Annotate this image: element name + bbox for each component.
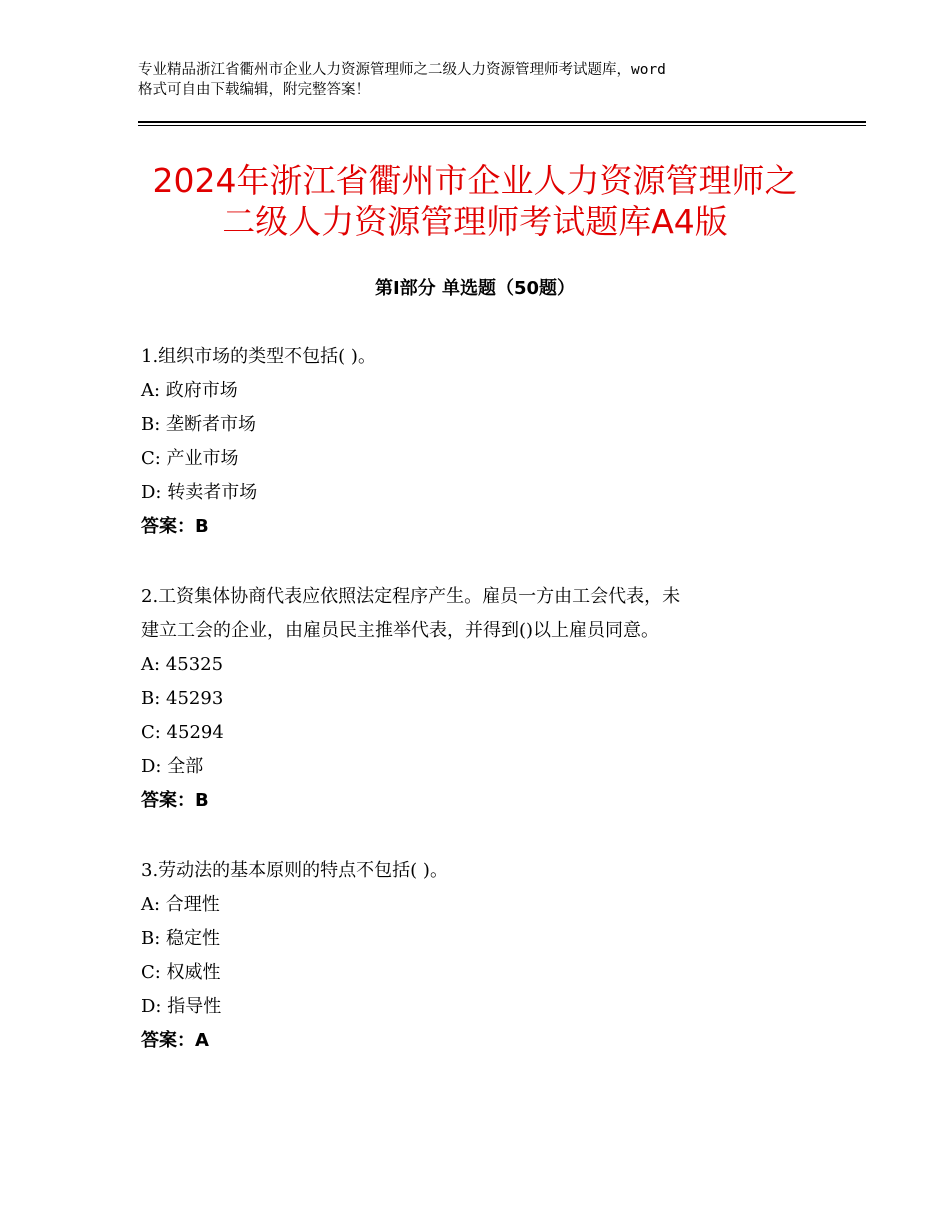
question-stem: 3.劳动法的基本原则的特点不包括( )。 bbox=[141, 860, 448, 881]
option-d: D: 指导性 bbox=[141, 996, 222, 1017]
document-title bbox=[100, 160, 850, 242]
option-b: B: 45293 bbox=[141, 688, 224, 709]
option-c: C: 45294 bbox=[141, 722, 224, 743]
header-note-line: 专业精品浙江省衢州市企业人力资源管理师之二级人力资源管理师考试题库，word bbox=[138, 62, 666, 78]
question-3 bbox=[141, 854, 821, 1058]
answer: 答案：A bbox=[141, 1030, 209, 1051]
question-2 bbox=[141, 580, 821, 818]
option-c: C: 产业市场 bbox=[141, 448, 239, 469]
document-title-line: 二级人力资源管理师考试题库A4版 bbox=[222, 202, 728, 241]
option-a: A: 合理性 bbox=[141, 894, 220, 915]
document-title-line: 2024年浙江省衢州市企业人力资源管理师之 bbox=[152, 161, 798, 200]
option-d: D: 全部 bbox=[141, 756, 204, 777]
header-divider-thick bbox=[138, 121, 866, 123]
option-d: D: 转卖者市场 bbox=[141, 482, 258, 503]
question-1 bbox=[141, 340, 821, 544]
question-stem: 建立工会的企业，由雇员民主推举代表，并得到()以上雇员同意。 bbox=[141, 620, 660, 641]
option-a: A: 45325 bbox=[141, 654, 224, 675]
question-stem: 1.组织市场的类型不包括( )。 bbox=[141, 346, 376, 367]
option-b: B: 垄断者市场 bbox=[141, 414, 257, 435]
option-b: B: 稳定性 bbox=[141, 928, 221, 949]
option-a: A: 政府市场 bbox=[141, 380, 238, 401]
answer: 答案：B bbox=[141, 516, 209, 537]
section-heading: 第Ⅰ部分 单选题（50题） bbox=[374, 278, 575, 299]
header-note-line: 格式可自由下载编辑，附完整答案！ bbox=[138, 82, 370, 98]
question-stem: 2.工资集体协商代表应依照法定程序产生。雇员一方由工会代表，未 bbox=[141, 586, 681, 607]
option-c: C: 权威性 bbox=[141, 962, 221, 983]
header-note bbox=[138, 60, 828, 100]
header-divider-thin bbox=[138, 125, 866, 126]
answer: 答案：B bbox=[141, 790, 209, 811]
